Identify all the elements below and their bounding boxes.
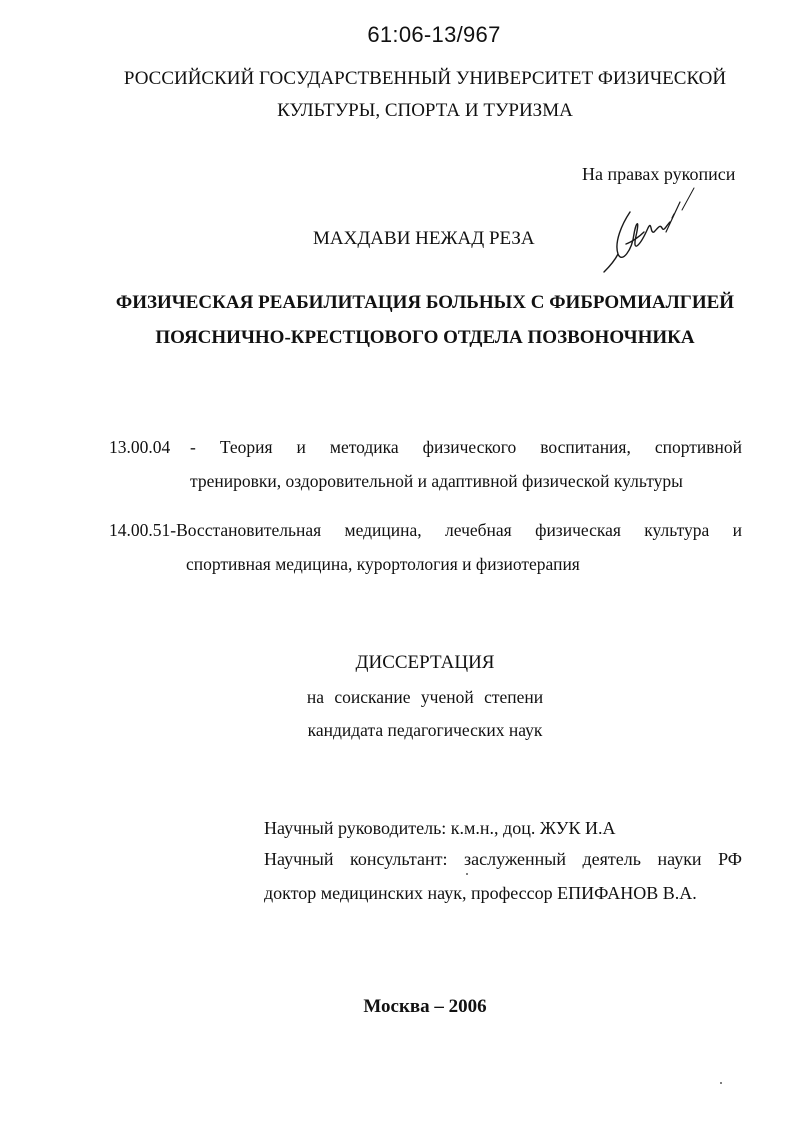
scientific-consultant-line2: доктор медицинских наук, профессор ЕПИФАНОВ В.А. (264, 883, 697, 903)
institution-name-line2: КУЛЬТУРЫ, СПОРТА И ТУРИЗМА (277, 100, 573, 121)
manuscript-note: На правах рукописи (582, 164, 736, 184)
specialty-1-code: 13.00.04 (109, 437, 171, 457)
scientific-supervisor: Научный руководитель: к.м.н., доц. ЖУК И.А (264, 818, 616, 838)
specialty-1-line2: тренировки, оздоровительной и адаптивной физической культуры (190, 471, 683, 491)
specialty-1-line1: - Теория и методика физического воспитания, спортивной (190, 437, 742, 457)
archive-code: 61:06-13/967 (367, 22, 501, 47)
dissertation-title-line2: ПОЯСНИЧНО-КРЕСТЦОВОГО ОТДЕЛА ПОЗВОНОЧНИКА (155, 327, 695, 348)
handwritten-signature-icon (596, 184, 706, 276)
scan-speck (720, 1082, 722, 1084)
scientific-consultant-line1: Научный консультант: заслуженный деятель науки РФ (264, 849, 742, 869)
city-year: Москва – 2006 (363, 996, 487, 1017)
degree-line2: кандидата педагогических наук (307, 720, 543, 740)
dissertation-title-line1: ФИЗИЧЕСКАЯ РЕАБИЛИТАЦИЯ БОЛЬНЫХ С ФИБРОМИАЛГИЕЙ (115, 292, 735, 313)
institution-name-line1: РОССИЙСКИЙ ГОСУДАРСТВЕННЫЙ УНИВЕРСИТЕТ ФИЗИЧЕСКОЙ (123, 68, 727, 89)
degree-line1: на соискание ученой степени (306, 687, 544, 707)
specialty-2-line1: 14.00.51-Восстановительная медицина, лечебная физическая культура и (109, 520, 742, 540)
document-type: ДИССЕРТАЦИЯ (355, 652, 495, 673)
specialty-2-line2: спортивная медицина, курортология и физиотерапия (186, 554, 580, 574)
author-name: МАХДАВИ НЕЖАД РЕЗА (313, 228, 535, 249)
scan-speck (466, 873, 468, 875)
